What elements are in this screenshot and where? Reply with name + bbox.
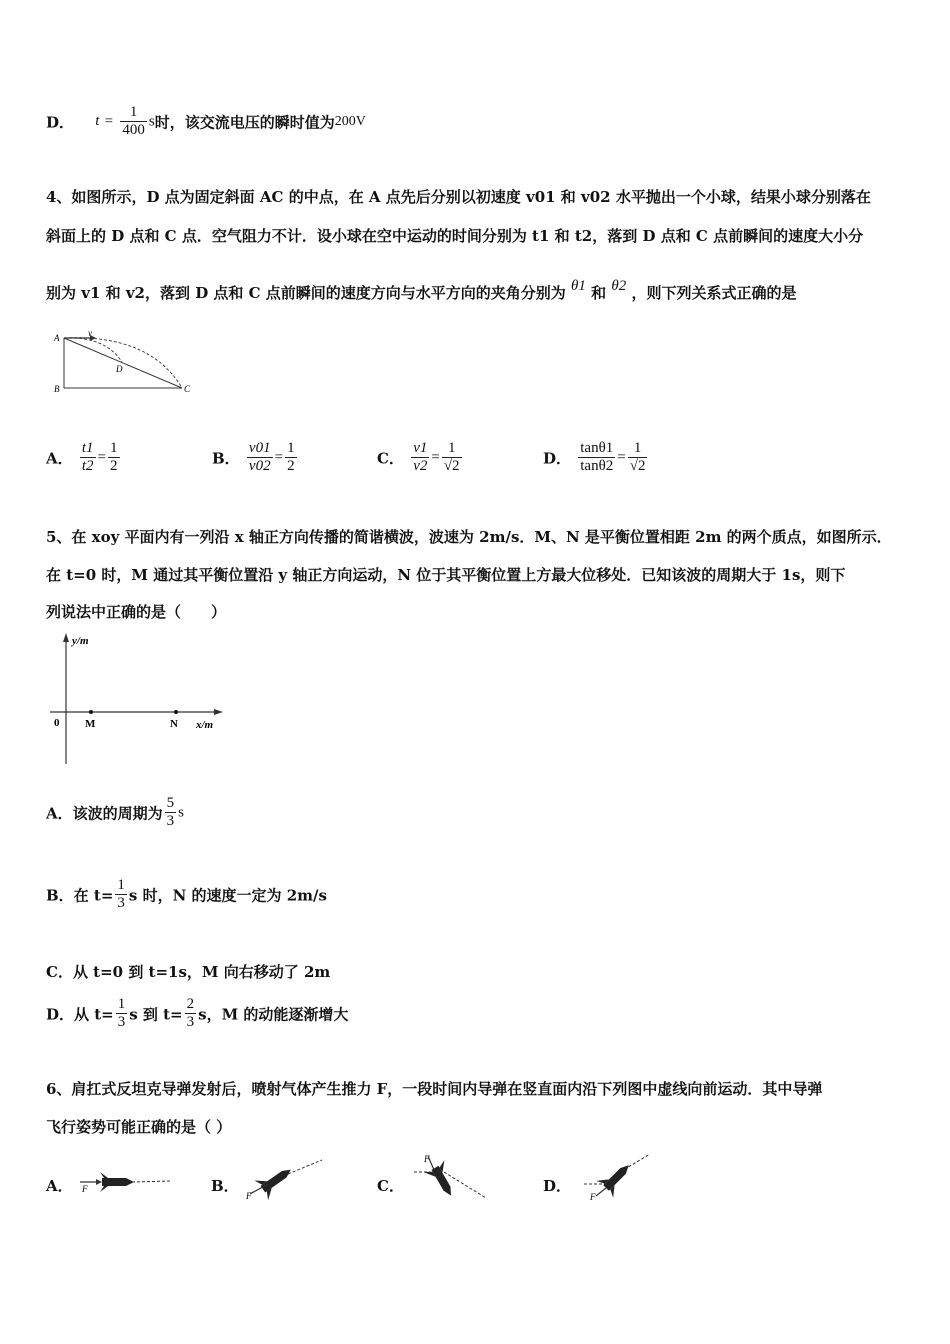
q3-option-d-t: t [95, 113, 100, 130]
q5-option-c: C．从 t=0 到 t=1s，M 向右移动了 2m [46, 963, 331, 981]
q4-fig-label-a: A [54, 333, 60, 343]
q5-x-axis-label: x/m [196, 719, 214, 731]
q4-fig-label-c: C [184, 384, 191, 394]
q6-line-1: 6、肩扛式反坦克导弹发射后，喷射气体产生推力 F，一段时间内导弹在竖直面内沿下列图中虚线向前运动．其中导弹 [46, 1080, 823, 1098]
q4-option-b: B． $\frac{v01}{v02}$ = $\frac{1}{2}$ [212, 440, 295, 475]
q4-incline-figure [50, 328, 200, 398]
q5-option-a: A．该波的周期为 $\frac{5}{3}$ s [46, 795, 184, 830]
q4-line-2: 斜面上的 D 点和 C 点．空气阻力不计．设小球在空中运动的时间分别为 t1 和 t2，落到 D 点和 C 点前瞬间的速度大小分 [46, 227, 864, 245]
q6-option-b-force-label: F [246, 1191, 252, 1201]
q5-y-axis-label: y/m [72, 635, 89, 647]
q4-option-c: C． $\frac{v1}{v2}$ = $\frac{1}{√2}$ [377, 440, 460, 475]
q6-option-b-label: B． [211, 1177, 239, 1195]
q5-line-2: 在 t=0 时，M 通过其平衡位置沿 y 轴正方向运动，N 位于其平衡位置上方最大位移处．已知该波的周期大于 1s，则下 [46, 566, 846, 584]
q5-option-d: D．从 t= $\frac{1}{3}$ s 到 t= $\frac{2}{3}$ s，M 的动能逐渐增大 [46, 996, 349, 1031]
q5-line-3: 列说法中正确的是（ ） [46, 603, 227, 621]
q5-option-b: B．在 t= $\frac{1}{3}$ s 时，N 的速度一定为 2m/s [46, 877, 327, 912]
q4-option-a: A． $\frac{t1}{t2}$ = $\frac{1}{2}$ [46, 440, 118, 475]
q6-option-d-missile-figure [576, 1150, 656, 1202]
q6-option-d-label: D． [543, 1177, 572, 1195]
q6-option-a-missile-figure [74, 1164, 174, 1200]
q4-fig-label-v: v [88, 328, 92, 338]
q4-fig-label-b: B [54, 384, 60, 394]
q5-point-m-label: M [85, 718, 96, 730]
q6-option-a-label: A． [46, 1177, 73, 1195]
q5-wave-graph [44, 630, 229, 770]
q3-option-d: D． t = $\frac{1}{400}$ s时，该交流电压的瞬时值为200V [46, 104, 366, 139]
q3-option-d-fraction: $\frac{1}{400}$ [122, 104, 145, 139]
q6-option-c-label: C． [377, 1177, 404, 1195]
q6-option-c-force-label: F [424, 1154, 430, 1164]
q6-line-2: 飞行姿势可能正确的是（ ） [46, 1118, 232, 1136]
q5-origin-label: 0 [54, 717, 60, 729]
q4-fig-label-d: D [116, 364, 123, 374]
q6-option-a-force-label: F [82, 1184, 88, 1194]
q4-option-d: D． $\frac{\tan\theta 1}{\tan\theta 2}$ = $\frac{1}{√2}$ [543, 440, 646, 475]
q6-option-d-force-label: F [590, 1192, 596, 1202]
q3-option-d-label: D． [46, 113, 75, 132]
q6-option-b-missile-figure [240, 1152, 324, 1202]
q4-line-3: 别为 v1 和 v2，落到 D 点和 C 点前瞬间的速度方向与水平方向的夹角分别为 θ1 和 θ2 ，则下列关系式正确的是 [46, 278, 797, 302]
q4-line-1: 4、如图所示，D 点为固定斜面 AC 的中点，在 A 点先后分别以初速度 v01 和 v02 水平抛出一个小球，结果小球分别落在 [46, 188, 871, 206]
q5-point-n-label: N [170, 718, 178, 730]
q6-option-c-missile-figure [410, 1150, 490, 1202]
q5-line-1: 5、在 xoy 平面内有一列沿 x 轴正方向传播的简谐横波，波速为 2m/s．M、N 是平衡位置相距 2m 的两个质点，如图所示． [46, 528, 892, 546]
